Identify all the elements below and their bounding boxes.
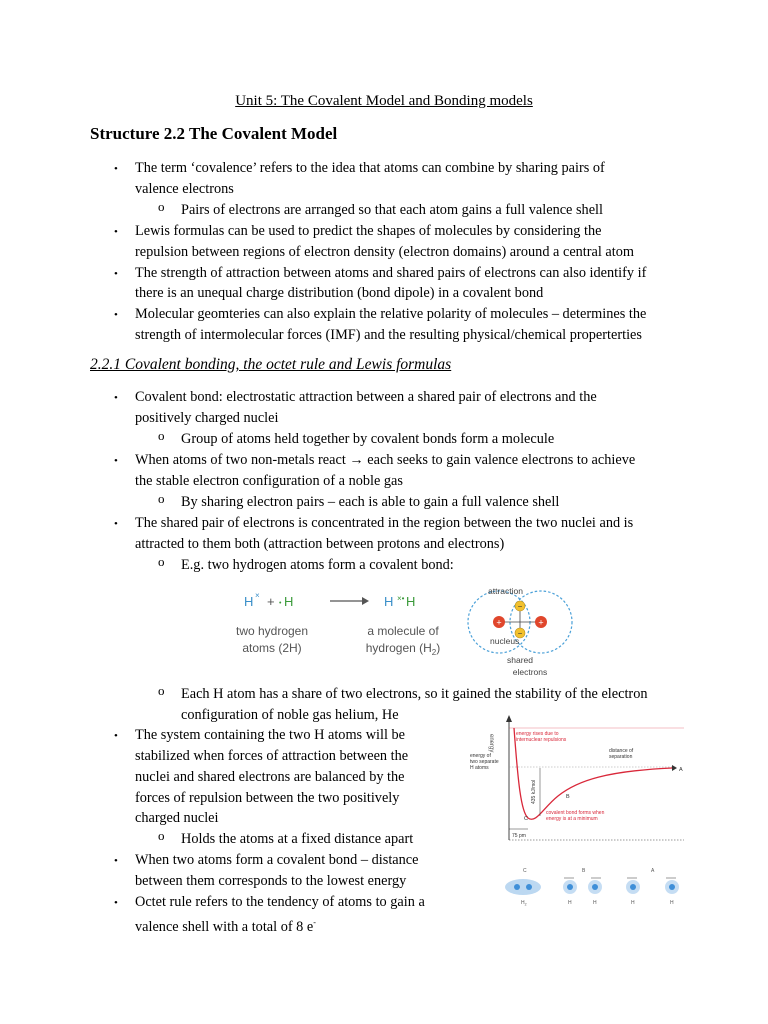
separate-note-line2: two separate [470, 759, 499, 765]
sub-line-9: E.g. two hydrogen atoms form a covalent bond: [181, 557, 454, 573]
caption-molecule-line1: a molecule of [367, 624, 439, 638]
section-line-8: Molecular geomteries can also explain the relative polarity of molecules – determines the [135, 306, 647, 322]
a-atom-2 [669, 884, 675, 890]
b-atom-2 [592, 884, 598, 890]
sub-line-2: positively charged nuclei [135, 410, 279, 426]
minimum-note-line1: covalent bond forms when [546, 810, 605, 816]
right-nucleus-sign: + [538, 617, 544, 628]
well-depth-label: 435 kJ/mol [531, 779, 537, 804]
subsection-heading: 2.2.1 Covalent bonding, the octet rule and Lewis formulas [90, 356, 452, 373]
repulsion-note-line1: energy rises due to [516, 731, 559, 737]
h-atom-left-label [244, 591, 260, 609]
bullet-marker: • [114, 163, 118, 175]
sub-line-3: Group of atoms held together by covalent bonds form a molecule [181, 431, 555, 447]
section-line-4: Lewis formulas can be used to predict the shapes of molecules by considering the [135, 223, 602, 239]
point-c-label: C [524, 816, 528, 822]
sub-line-17: Holds the atoms at a fixed distance apart [181, 831, 414, 847]
caption-two-h-line1: two hydrogen [236, 624, 309, 638]
label-attraction: attraction [488, 586, 523, 596]
distance-note-line1: distance of [609, 748, 634, 754]
bullet-marker: • [114, 392, 118, 404]
sub-line-4: When atoms of two non-metals react → each seeks to gain valence electrons to achieve [135, 452, 636, 468]
shared-pair-mark: ×• [397, 594, 405, 603]
bullet-marker: • [114, 268, 118, 280]
h2-right-label: H [406, 594, 416, 609]
h2-formation-figure [236, 578, 598, 682]
subbullet-marker: o [158, 428, 165, 443]
bottom-h-label: H [631, 900, 635, 906]
sub-line-5: the stable electron configuration of a noble gas [135, 473, 403, 489]
separate-note-line3: H atoms [470, 765, 489, 771]
bottom-b-label: B [582, 868, 586, 874]
label-electrons: electrons [512, 667, 548, 677]
section-line-2: valence electrons [135, 181, 234, 197]
bottom-h-label: H [568, 900, 572, 906]
electron-top-sign: − [517, 602, 523, 611]
point-a-label: A [679, 767, 683, 773]
a-atom-1 [630, 884, 636, 890]
reaction-arrow-icon [330, 597, 369, 605]
electron-dot: • [279, 600, 282, 607]
bottom-a-label: A [651, 868, 655, 874]
bullet-marker: • [114, 309, 118, 321]
electron-bottom-sign: − [517, 629, 523, 638]
section-heading: Structure 2.2 The Covalent Model [90, 124, 338, 143]
sub-line-21: valence shell with a total of 8 e- [135, 918, 316, 935]
h2-atom-a [514, 884, 520, 890]
subbullet-marker: o [158, 683, 165, 698]
bullet-marker: • [114, 897, 118, 909]
sub-line-6: By sharing electron pairs – each is able to gain a full valence shell [181, 494, 560, 510]
caption-molecule-line2: hydrogen $(H_2)$ [365, 641, 441, 657]
subbullet-marker: o [158, 199, 165, 214]
bottom-c-label: C [523, 868, 527, 874]
distance-note-line2: separation [609, 754, 633, 760]
subbullet-marker: o [158, 491, 165, 506]
subbullet-marker: o [158, 828, 165, 843]
b-atom-1 [567, 884, 573, 890]
section-line-1: The term ‘covalence’ refers to the idea that atoms can combine by sharing pairs of [135, 160, 605, 176]
section-line-3: Pairs of electrons are arranged so that each atom gains a full valence shell [181, 202, 603, 218]
minimum-note-line2: energy is at a minimum [546, 816, 598, 822]
repulsion-note-line2: internuclear repulsions [516, 737, 567, 743]
subbullet-marker: o [158, 554, 165, 569]
energy-diagram-figure [458, 712, 690, 910]
sub-line-15: forces of repulsion between the two positively [135, 790, 400, 806]
bullet-marker: • [114, 730, 118, 742]
bottom-h-label: H [593, 900, 597, 906]
sub-line-13: stabilized when forces of attraction between the [135, 748, 409, 764]
arrow-icon: → [349, 452, 364, 468]
label-nucleus: nucleus [490, 636, 520, 646]
bullet-marker: • [114, 455, 118, 467]
y-axis-label: energy [488, 734, 494, 753]
sub-line-18: When two atoms form a covalent bond – distance [135, 852, 419, 868]
document-title: Unit 5: The Covalent Model and Bonding models [235, 93, 533, 109]
sub-line-19: between them corresponds to the lowest energy [135, 873, 407, 889]
sub-line-12: The system containing the two H atoms will be [135, 727, 406, 743]
sub-line-16: charged nuclei [135, 810, 219, 826]
bond-length-label: 75 pm [512, 833, 526, 839]
bottom-h-label: H [670, 900, 674, 906]
section-line-5: repulsion between regions of electron density (electron domains) around a central atom [135, 244, 635, 260]
separate-note-line1: energy of [470, 753, 491, 759]
sub-line-1: Covalent bond: electrostatic attraction between a shared pair of electrons and the [135, 389, 597, 405]
sub-line-14: nuclei and shared electrons are balanced by the [135, 769, 405, 785]
section-line-7: there is an unequal charge distribution (bond dipole) in a covalent bond [135, 285, 544, 301]
svg-text:×: × [255, 591, 260, 600]
left-nucleus-sign: + [496, 617, 502, 628]
plus-label: + [267, 594, 275, 609]
bullet-marker: • [114, 518, 118, 530]
h2-left-label: H [384, 594, 394, 609]
sub-line-20: Octet rule refers to the tendency of atoms to gain a [135, 894, 425, 910]
section-line-9: strength of intermolecular forces (IMF) and the resulting physical/chemical properterties [135, 327, 642, 343]
section-line-6: The strength of attraction between atoms and shared pairs of electrons can also identify if [135, 265, 647, 281]
bullet-marker: • [114, 226, 118, 238]
caption-two-h-line2: atoms (2H) [242, 641, 302, 655]
sub-line-10: Each H atom has a share of two electrons, so it gained the stability of the electron [181, 686, 648, 702]
sub-line-11: configuration of noble gas helium, He [181, 707, 399, 723]
sub-line-8: attracted to them both (attraction between protons and electrons) [135, 536, 505, 552]
bullet-marker: • [114, 855, 118, 867]
sub-line-7: The shared pair of electrons is concentrated in the region between the two nuclei and is [135, 515, 634, 531]
svg-text:H: H [244, 594, 254, 609]
h2-atom-b [526, 884, 532, 890]
h-atom-right-label: H [284, 594, 294, 609]
bottom-h2-label: $H_2$ [521, 900, 527, 907]
point-b-label: B [566, 794, 570, 800]
label-shared: shared [507, 655, 533, 665]
